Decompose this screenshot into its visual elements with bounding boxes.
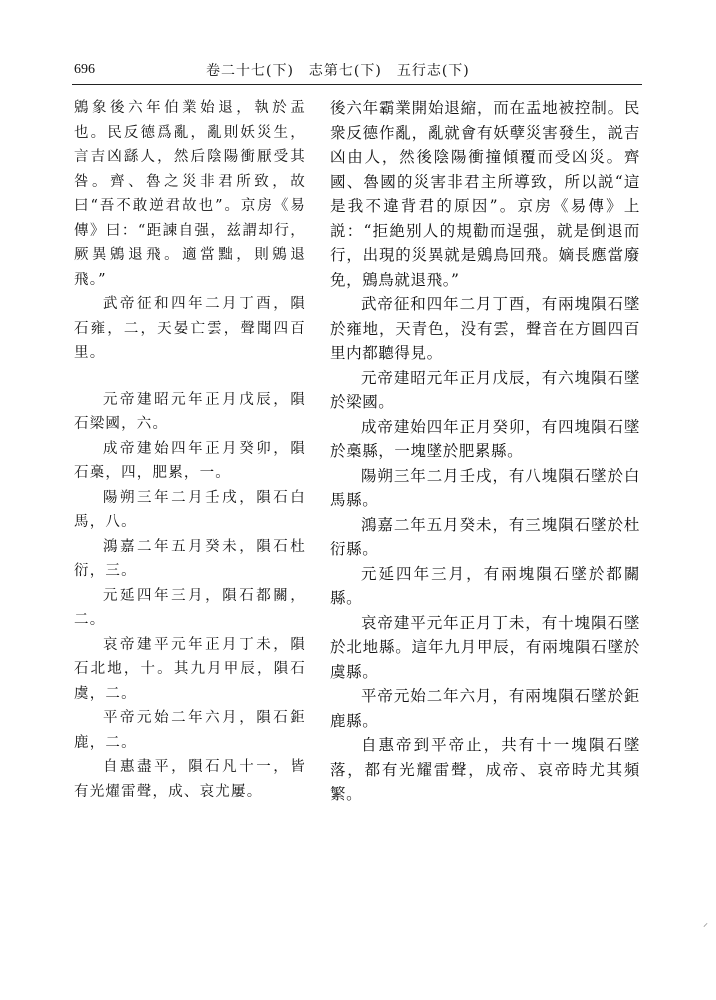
margin-mark: ⸝	[703, 918, 708, 929]
classical-text-column	[74, 96, 306, 804]
translation-paragraph: 元延四年三月，有兩塊隕石墜於都關縣。	[330, 564, 640, 607]
translation-paragraph: 哀帝建平元年正月丁未，有十塊隕石墜於北地縣。這年九月甲辰，有兩塊隕石墜於虞縣。	[330, 613, 640, 681]
translation-paragraph: 平帝元始二年六月，有兩塊隕石墜於鉅鹿縣。	[330, 687, 640, 730]
translation-column	[330, 96, 640, 807]
page-number: 696	[74, 62, 95, 77]
translation-paragraph: 鴻嘉二年五月癸未，有三塊隕石墜於杜衍縣。	[330, 515, 640, 558]
translation-paragraph: 武帝征和四年二月丁酉，有兩塊隕石墜於雍地，天青色，没有雲，聲音在方圓四百里内都聽得見。	[330, 295, 640, 362]
paragraph-gap	[74, 366, 306, 388]
translation-paragraph: 成帝建始四年正月癸卯，有四塊隕石墜於槀縣，一塊墜於肥累縣。	[330, 417, 640, 460]
classical-paragraph: 平帝元始二年六月，隕石鉅鹿，二。	[74, 710, 306, 751]
classical-paragraph: 陽朔三年二月壬戌，隕石白馬，八。	[74, 489, 306, 530]
classical-paragraph: 元帝建昭元年正月戊辰，隕石梁國，六。	[74, 391, 306, 432]
running-head: 卷二十七(下) 志第七(下) 五行志(下)	[206, 63, 470, 79]
translation-paragraph: 陽朔三年二月壬戌，有八塊隕石墜於白馬縣。	[330, 466, 640, 509]
classical-paragraph: 成帝建始四年正月癸卯，隕石槀，四，肥累，一。	[74, 440, 306, 481]
classical-paragraph: 鶂象後六年伯業始退，執於盂也。民反德爲亂，亂則妖災生，言吉凶繇人，然后陰陽衝厭受其咎。齊、魯之災非君所致，故曰“吾不敢逆君故也”。京房《易傳》曰：“距諫自强，兹謂却行，厥異鶂退飛。適當黜，則鶂退飛。”	[74, 100, 306, 288]
translation-paragraph: 自惠帝到平帝止，共有十一塊隕石墜落，都有光耀雷聲，成帝、哀帝時尤其頻繁。	[330, 736, 640, 803]
classical-paragraph: 自惠盡平，隕石凡十一，皆有光燿雷聲，成、哀尤屢。	[74, 759, 306, 800]
classical-paragraph: 哀帝建平元年正月丁未，隕石北地，十。其九月甲辰，隕石虞，二。	[74, 636, 306, 702]
classical-paragraph: 元延四年三月，隕石都關，二。	[74, 587, 306, 628]
classical-paragraph: 鴻嘉二年五月癸未，隕石杜衍，三。	[74, 538, 306, 579]
translation-paragraph: 後六年霸業開始退縮，而在盂地被控制。民衆反德作亂，亂就會有妖孽災害發生，説吉凶由人，然後陰陽衝撞傾覆而受凶災。齊國、魯國的災害非君主所導致，所以説“這是我不違背君的原因”。京房《易傳》上説：“拒絶别人的規勸而逞强，就是倒退而行，出現的災異就是鶂鳥回飛。嫡長應當廢免，鶂鳥就退飛。”	[330, 99, 640, 289]
translation-paragraph: 元帝建昭元年正月戊辰，有六塊隕石墜於梁國。	[330, 368, 640, 411]
classical-paragraph: 武帝征和四年二月丁酉，隕石雍，二，天晏亡雲，聲聞四百里。	[74, 296, 306, 361]
header-rule	[72, 84, 642, 85]
